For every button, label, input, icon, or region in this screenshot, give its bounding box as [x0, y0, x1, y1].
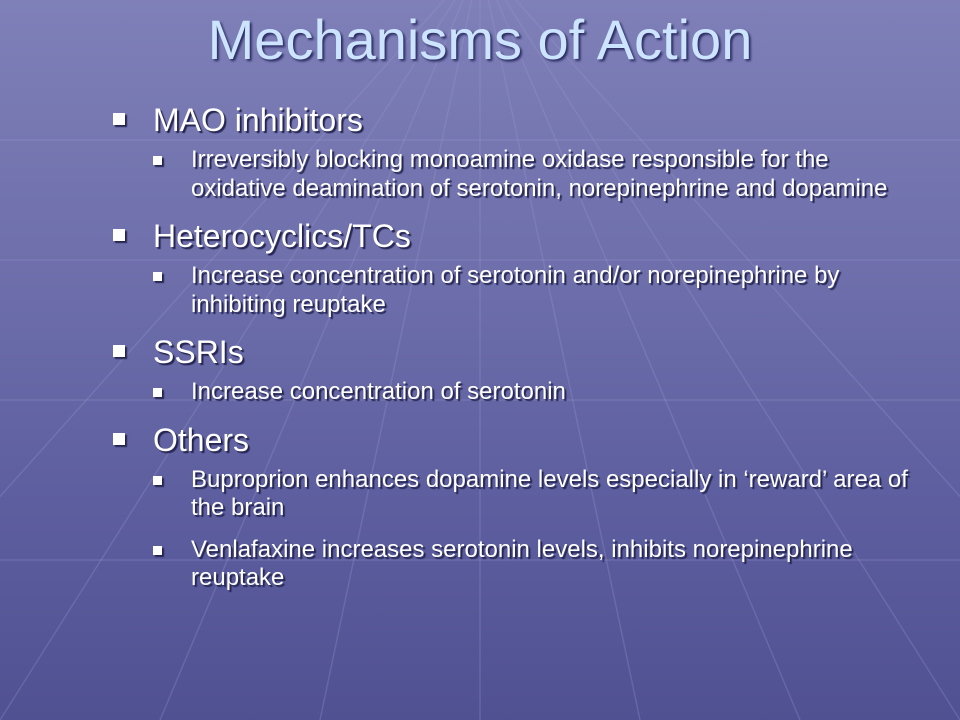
- square-bullet-icon: [113, 113, 125, 125]
- sub-bullet-text: Venlafaxine increases serotonin levels, inhibits norepinephrine reuptake: [191, 535, 853, 591]
- square-bullet-icon: [153, 546, 162, 555]
- slide-title: Mechanisms of Action: [207, 8, 753, 71]
- sub-bullet-mao-mechanism: [153, 146, 913, 203]
- bullet-label: Others: [153, 421, 250, 458]
- sub-bullet-venlafaxine: [153, 536, 913, 593]
- bullet-label: SSRIs: [153, 334, 244, 370]
- sub-bullet-heterocyclics-mechanism: [153, 262, 913, 319]
- sub-bullet-text: Increase concentration of serotonin and/or norepinephrine by inhibiting reuptake: [191, 262, 840, 318]
- square-bullet-icon: [153, 388, 162, 397]
- bullet-heterocyclics: [113, 216, 913, 256]
- bullet-label: Heterocyclics/TCs: [153, 218, 411, 254]
- bullet-mao-inhibitors: [113, 100, 913, 140]
- bullet-others: [113, 420, 913, 460]
- square-bullet-icon: [153, 272, 162, 281]
- bullet-list: [113, 100, 913, 606]
- square-bullet-icon: [153, 476, 162, 485]
- sub-bullet-text: Irreversibly blocking monoamine oxidase responsible for the oxidative deamination of serotonin, norepinephrine and dopamine: [191, 146, 888, 202]
- square-bullet-icon: [113, 433, 125, 445]
- sub-bullet-text: Increase concentration of serotonin: [191, 378, 566, 405]
- square-bullet-icon: [153, 156, 162, 165]
- square-bullet-icon: [113, 229, 125, 241]
- square-bullet-icon: [113, 345, 125, 357]
- bullet-label: MAO inhibitors: [153, 102, 363, 138]
- sub-bullet-buproprion: [153, 466, 913, 523]
- sub-bullet-text: Buproprion enhances dopamine levels especially in ‘reward’ area of the brain: [191, 465, 908, 521]
- bullet-ssris: [113, 332, 913, 372]
- sub-bullet-ssris-mechanism: [153, 378, 913, 407]
